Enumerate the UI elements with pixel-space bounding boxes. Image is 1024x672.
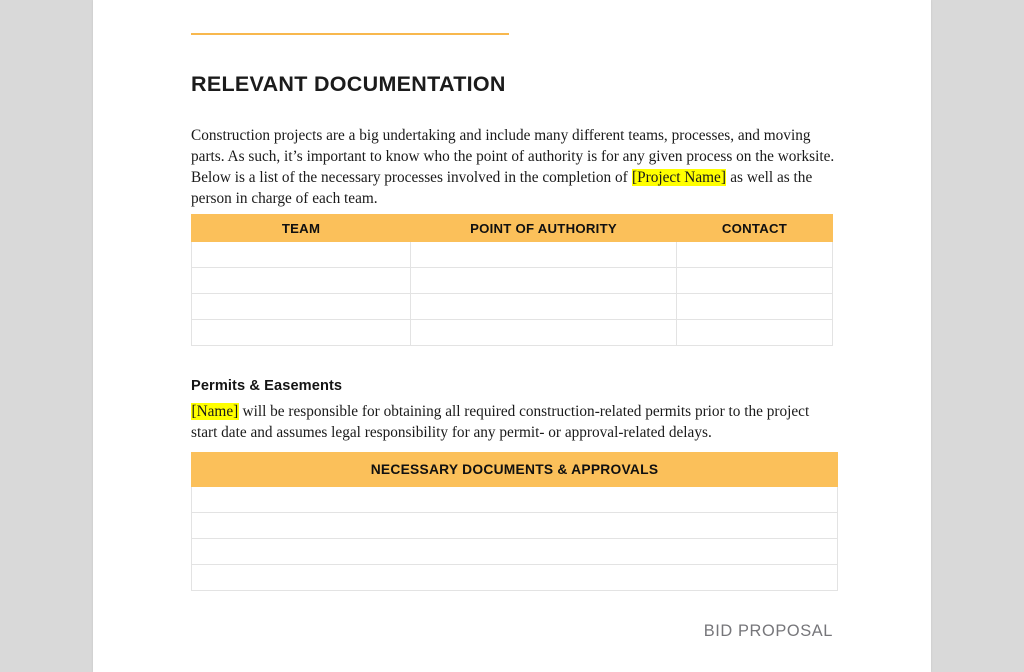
table-row[interactable] — [192, 513, 838, 539]
table-cell-team[interactable] — [192, 242, 411, 268]
table-cell-team[interactable] — [192, 320, 411, 346]
table-cell-document[interactable] — [192, 539, 838, 565]
footer-label: BID PROPOSAL — [703, 622, 833, 640]
column-header-point-of-authority: POINT OF AUTHORITY — [411, 215, 677, 242]
column-header-contact: CONTACT — [677, 215, 833, 242]
table-cell-document[interactable] — [192, 487, 838, 513]
table-cell-authority[interactable] — [411, 320, 677, 346]
column-header-team: TEAM — [192, 215, 411, 242]
column-header-necessary-documents: NECESSARY DOCUMENTS & APPROVALS — [192, 453, 838, 487]
permits-paragraph — [191, 402, 823, 444]
table-cell-authority[interactable] — [411, 242, 677, 268]
intro-paragraph-part1: Construction projects are a big undertaking and include many different teams, processes, and moving parts. As such, it’s important to know who the point of authority is for any given process on the worksite. Below is a list of the necessary processes involved in the completion of — [191, 127, 835, 186]
table-cell-contact[interactable] — [677, 294, 833, 320]
page-title: RELEVANT DOCUMENTATION — [191, 72, 506, 97]
table-cell-authority[interactable] — [411, 268, 677, 294]
table-row[interactable] — [192, 565, 838, 591]
table-cell-contact[interactable] — [677, 320, 833, 346]
accent-rule — [191, 33, 509, 35]
intro-paragraph-part2: as well as the person in charge of each team. — [191, 168, 813, 207]
table-cell-team[interactable] — [192, 294, 411, 320]
document-page — [93, 0, 931, 672]
table-cell-authority[interactable] — [411, 294, 677, 320]
table-row[interactable] — [192, 242, 833, 268]
name-placeholder: [Name] — [191, 403, 239, 421]
permits-paragraph-body: will be responsible for obtaining all required construction-related permits prior to the project start date and assumes legal responsibility for any permit- or approval-related delays. — [191, 403, 810, 442]
team-authority-table — [191, 214, 833, 346]
table-cell-document[interactable] — [192, 513, 838, 539]
table-row[interactable] — [192, 294, 833, 320]
table-header-row — [192, 453, 838, 487]
table-row[interactable] — [192, 320, 833, 346]
table-row[interactable] — [192, 487, 838, 513]
table-cell-team[interactable] — [192, 268, 411, 294]
table-row[interactable] — [192, 539, 838, 565]
necessary-documents-table — [191, 452, 838, 591]
table-header-row — [192, 215, 833, 242]
table-cell-document[interactable] — [192, 565, 838, 591]
table-row[interactable] — [192, 268, 833, 294]
table-cell-contact[interactable] — [677, 242, 833, 268]
intro-paragraph — [191, 126, 835, 209]
table-cell-contact[interactable] — [677, 268, 833, 294]
project-name-placeholder: [Project Name] — [632, 168, 726, 186]
permits-easements-heading: Permits & Easements — [191, 378, 343, 395]
